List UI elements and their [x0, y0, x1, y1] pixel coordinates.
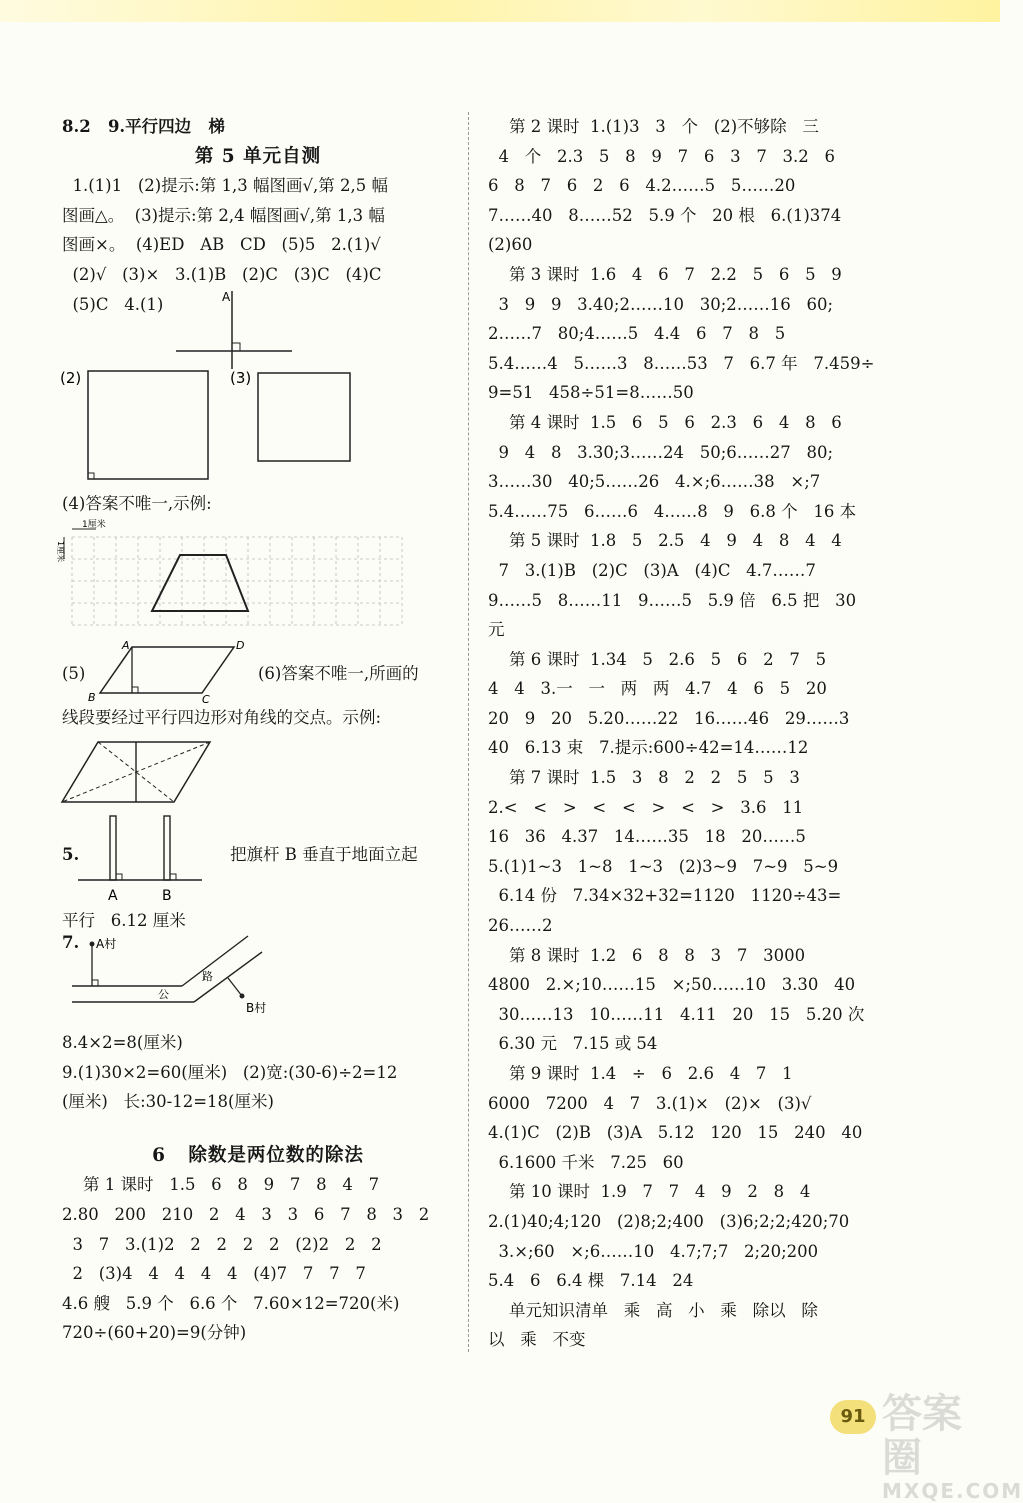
watermark-text: 答案圈 — [882, 1391, 962, 1481]
answer-line: 9 4 8 3.30;3……24 50;6……27 80; — [488, 442, 834, 462]
road-label-1: 公 — [158, 987, 169, 1001]
answer-line: 30……13 10……11 4.11 20 15 5.20 次 — [488, 1004, 865, 1024]
grid-svg — [52, 519, 444, 639]
answer-line: 3 7 3.(1)2 2 2 2 2 (2)2 2 2 — [62, 1234, 382, 1254]
answer-line: 20 9 20 5.20……22 16……46 29……3 — [488, 708, 850, 728]
answer-line: 4 个 2.3 5 8 9 7 6 3 7 3.2 6 — [488, 146, 836, 166]
answer-line: 26……2 — [488, 916, 553, 936]
answer-line: 6.14 份 7.34×32+32=1120 1120÷43= — [488, 886, 842, 906]
answer-line: 4 4 3.一 一 两 两 4.7 4 6 5 20 — [488, 679, 827, 699]
answer-line: 3.×;60 ×;6……10 4.7;7;7 2;20;200 — [488, 1241, 819, 1261]
village-b-label: B村 — [246, 1000, 267, 1015]
answer-line: 5.4 6 6.4 棵 7.14 24 — [488, 1271, 694, 1291]
vertex-c-label: C — [202, 692, 210, 706]
answer-line: 第 3 课时 1.6 4 6 7 2.2 5 6 5 9 — [488, 264, 842, 284]
grid-unit-label: 1厘米 — [82, 519, 106, 530]
answer-line: 5.(1)1~3 1~8 1~3 (2)3~9 7~9 5~9 — [488, 856, 839, 876]
road-label-2: 路 — [202, 969, 213, 983]
answer-line: (2)60 — [488, 235, 533, 255]
answer-line: 第 1 课时 1.5 6 8 9 7 8 4 7 — [62, 1175, 380, 1195]
rectangle-square-figure — [62, 363, 454, 489]
answer-line: 元 — [488, 620, 505, 640]
answer-line: 第 2 课时 1.(1)3 3 个 (2)不够除 三 — [488, 117, 819, 136]
answer-line: 6.30 元 7.15 或 54 — [488, 1034, 658, 1054]
answer-line: 8.4×2=8(厘米) — [62, 1032, 183, 1052]
vertex-a-label: A — [122, 638, 130, 652]
perpendicular-svg — [62, 291, 454, 335]
answer-line: 第 5 课时 1.8 5 2.5 4 9 4 8 4 4 — [488, 531, 842, 551]
answer-line: 第 9 课时 1.4 ÷ 6 2.6 4 7 1 — [488, 1064, 793, 1083]
answer-line: 4.6 艘 5.9 个 6.6 个 7.60×12=720(米) — [62, 1293, 400, 1313]
answer-line: 单元知识清单 乘 高 小 乘 除以 除 — [488, 1300, 818, 1320]
answer-line: 图画△。 (3)提示:第 2,4 幅图画√,第 1,3 幅 — [62, 205, 385, 225]
section-title-unit5-test: 第 5 单元自测 — [194, 145, 322, 167]
answer-line: 6.1600 千米 7.25 60 — [488, 1152, 684, 1172]
flagpole-figure — [62, 816, 454, 906]
answer-line: 第 8 课时 1.2 6 8 8 3 7 3000 — [488, 945, 806, 965]
q3-label: (3) — [230, 369, 252, 388]
page-number: 91 — [830, 1400, 876, 1434]
answer-line: 以 乘 不变 — [488, 1330, 586, 1350]
answer-line: (5)C 4.(1) — [62, 294, 164, 314]
answer-line: 2 (3)4 4 4 4 4 (4)7 7 7 7 — [62, 1264, 366, 1284]
answer-line: 1.(1)1 (2)提示:第 1,3 幅图画√,第 2,5 幅 — [62, 176, 388, 196]
point-a-label: A — [222, 290, 231, 305]
answer-line: 7 3.(1)B (2)C (3)A (4)C 4.7……7 — [488, 560, 816, 580]
grid-unit-label-vertical: 1厘米 — [56, 540, 65, 562]
answer-line: 9……5 8……11 9……5 5.9 倍 6.5 把 30 — [488, 590, 857, 610]
vertex-b-label: B — [88, 690, 96, 704]
village-road-figure — [62, 932, 454, 1028]
answer-line: (6)答案不唯一,所画的 — [258, 663, 419, 683]
q5-sub-label: (5) — [62, 663, 86, 683]
page-top-band — [0, 0, 1000, 22]
answer-line: 40 6.13 束 7.提示:600÷42=14……12 — [488, 738, 809, 758]
section-title-unit6: 6 除数是两位数的除法 — [152, 1144, 364, 1166]
answer-line: 第 4 课时 1.5 6 5 6 2.3 6 4 8 6 — [488, 412, 842, 432]
flagpole-svg — [62, 816, 222, 906]
watermark-logo — [882, 1391, 1023, 1503]
answer-line: 5.4……4 5……3 8……53 7 6.7 年 7.459÷ — [488, 353, 875, 373]
rect-square-svg — [62, 363, 454, 489]
answer-line: 平行 6.12 厘米 — [62, 911, 186, 931]
answer-line: 2……7 80;4……5 4.4 6 7 8 5 — [488, 324, 786, 344]
answer-line: 9=51 458÷51=8……50 — [488, 383, 694, 403]
right-column — [488, 112, 880, 1355]
answer-line: 6 8 7 6 2 6 4.2……5 5……20 — [488, 176, 796, 196]
answer-line: 16 36 4.37 14……35 18 20……5 — [488, 827, 806, 847]
answer-line: (厘米) 长:30-12=18(厘米) — [62, 1092, 274, 1112]
parallelogram-cut-figure — [62, 732, 454, 816]
column-divider — [468, 112, 469, 1352]
answer-line: 2.80 200 210 2 4 3 3 6 7 8 3 2 — [62, 1204, 430, 1224]
answer-line: 图画×。 (4)ED AB CD (5)5 2.(1)√ — [62, 235, 381, 255]
answer-line: (4)答案不唯一,示例: — [62, 494, 212, 514]
watermark-url: MXQE.COM — [882, 1479, 1023, 1503]
q5-label: 5. — [62, 845, 80, 865]
road-svg — [62, 936, 454, 1036]
left-column — [56, 112, 454, 1348]
answer-line: 4800 2.×;10……15 ×;50……10 3.30 40 — [488, 975, 856, 995]
village-a-label: A村 — [96, 936, 117, 951]
answer-line: 第 6 课时 1.34 5 2.6 5 6 2 7 5 — [488, 649, 827, 669]
q7-label: 7. — [62, 932, 80, 952]
answer-line: 9.(1)30×2=60(厘米) (2)宽:(30-6)÷2=12 — [62, 1062, 398, 1082]
answer-line: 6000 7200 4 7 3.(1)× (2)× (3)√ — [488, 1093, 812, 1113]
parallelogram-cut-svg — [62, 732, 454, 816]
answer-line: 第 10 课时 1.9 7 7 4 9 2 8 4 — [488, 1182, 811, 1202]
answer-line: 3 9 9 3.40;2……10 30;2……16 60; — [488, 294, 834, 314]
answer-line: 把旗杆 B 垂直于地面立起 — [230, 845, 418, 865]
answer-line: 2.< < > < < > < > 3.6 11 — [488, 797, 804, 817]
vertex-d-label: D — [236, 638, 245, 652]
answer-line: 8.2 9.平行四边 梯 — [62, 117, 225, 136]
answer-line: 4.(1)C (2)B (3)A 5.12 120 15 240 40 — [488, 1123, 863, 1143]
answer-line: 2.(1)40;4;120 (2)8;2;400 (3)6;2;2;420;70 — [488, 1211, 850, 1231]
answer-line: 720÷(60+20)=9(分钟) — [62, 1323, 247, 1343]
parallelogram-height-figure — [62, 638, 454, 706]
answer-line: 5.4……75 6……6 4……8 9 6.8 个 16 本 — [488, 501, 857, 521]
answer-line: 7……40 8……52 5.9 个 20 根 6.(1)374 — [488, 205, 842, 225]
answer-line: 线段要经过平行四边形对角线的交点。示例: — [62, 707, 382, 727]
answer-line: 第 7 课时 1.5 3 8 2 2 5 5 3 — [488, 768, 800, 788]
answer-line: 3……30 40;5……26 4.×;6……38 ×;7 — [488, 472, 821, 492]
pole-b-label: B — [162, 888, 172, 905]
grid-trapezoid-figure — [56, 519, 454, 639]
answer-line: (2)√ (3)× 3.(1)B (2)C (3)C (4)C — [62, 264, 382, 284]
parallelogram-svg — [84, 638, 284, 706]
q2-label: (2) — [60, 369, 82, 388]
pole-a-label: A — [108, 888, 118, 905]
